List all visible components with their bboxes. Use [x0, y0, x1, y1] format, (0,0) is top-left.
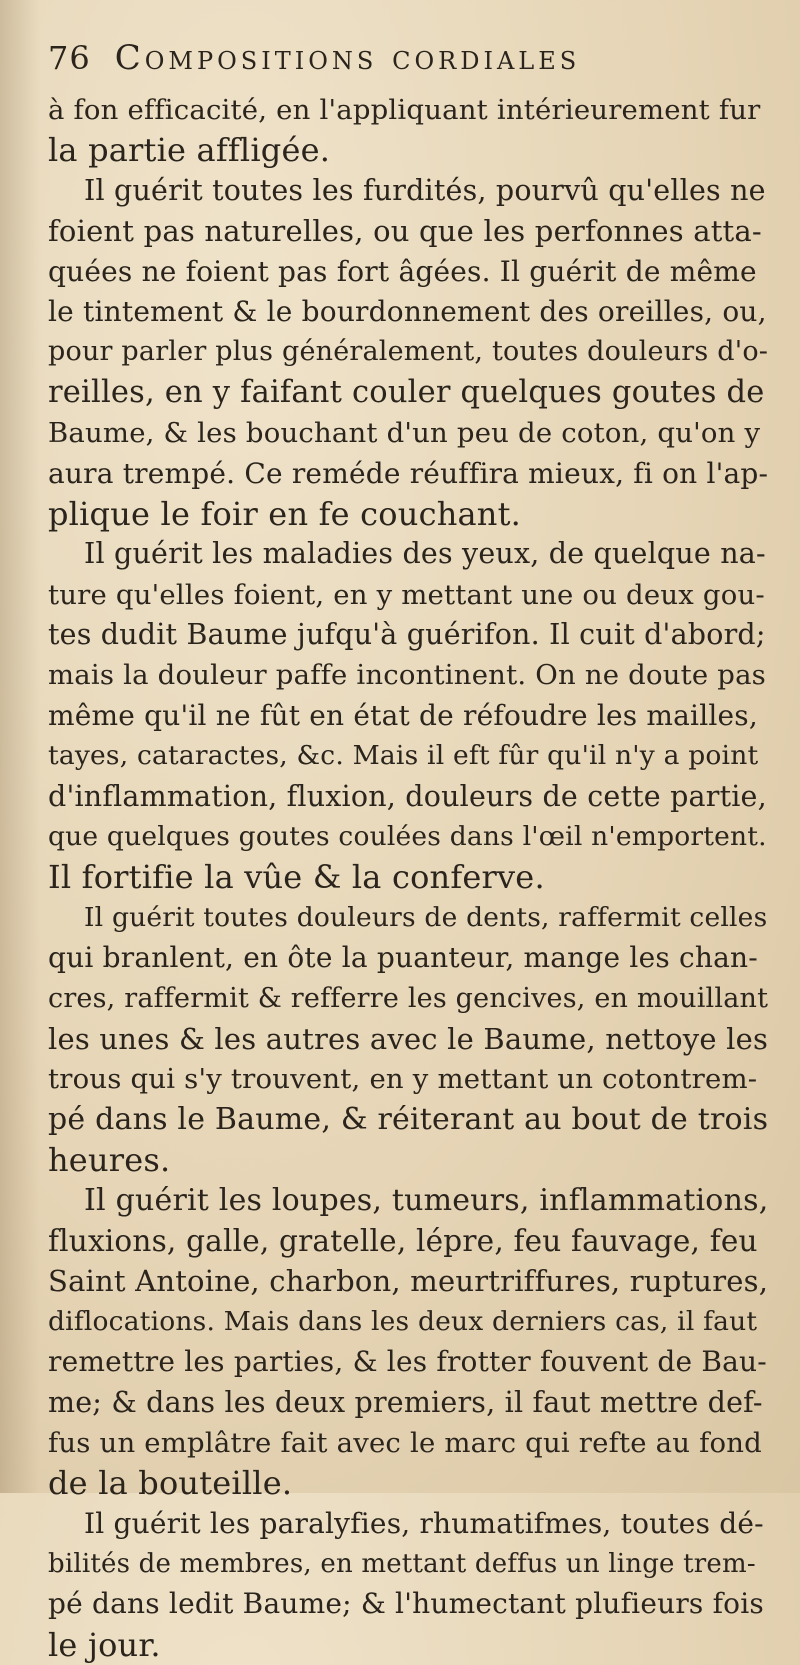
text-line: Il fortifie la vûe & la conferve.: [48, 858, 545, 897]
text-line: la partie affligée.: [48, 131, 331, 170]
text-line: Baume, & les bouchant d'un peu de coton, qu'on y: [48, 417, 761, 450]
text-line: plique le foir en fe couchant.: [48, 494, 522, 533]
text-line: bilités de membres, en mettant deffus un linge trem-: [48, 1549, 756, 1580]
text-line: les unes & les autres avec le Baume, nettoye les: [48, 1021, 768, 1056]
text-line: le tintement & le bourdonnement des oreilles, ou,: [48, 294, 767, 328]
text-line: Il guérit toutes les furdités, pourvû qu'elles ne: [84, 173, 766, 207]
text-line: d'inflammation, fluxion, douleurs de cette partie,: [48, 779, 767, 813]
text-line: le jour.: [48, 1625, 161, 1664]
body-text: [48, 90, 768, 1665]
text-line: même qu'il ne fût en état de réfoudre les mailles,: [48, 698, 758, 732]
book-page: [48, 38, 768, 1665]
text-line: Il guérit les loupes, tumeurs, inflammations,: [84, 1182, 768, 1218]
text-line: Il guérit les paralyfies, rhumatifmes, toutes dé-: [84, 1506, 764, 1540]
running-title: Compositions cordiales: [114, 38, 581, 78]
text-line: de la bouteille.: [48, 1464, 293, 1503]
text-line: Il guérit les maladies des yeux, de quelque na-: [84, 537, 766, 571]
text-line: Saint Antoine, charbon, meurtriffures, ruptures,: [48, 1264, 768, 1299]
text-line: à fon efficacité, en l'appliquant intérieurement fur: [48, 94, 761, 126]
text-line: fus un emplâtre fait avec le marc qui refte au fond: [48, 1426, 762, 1459]
text-line: reilles, en y faifant couler quelques goutes de: [48, 374, 765, 410]
text-line: tes dudit Baume jufqu'à guérifon. Il cuit d'abord;: [48, 618, 766, 652]
running-header: [48, 38, 768, 90]
text-line: mais la douleur paffe incontinent. On ne doute pas: [48, 659, 766, 692]
text-line: trous qui s'y trouvent, en y mettant un cotontrem-: [48, 1063, 758, 1096]
page-gutter-shadow: [0, 0, 40, 1493]
text-line: remettre les parties, & les frotter fouvent de Bau-: [48, 1345, 767, 1379]
text-line: ture qu'elles foient, en y mettant une ou deux gou-: [48, 578, 765, 611]
text-line: qui branlent, en ôte la puanteur, mange les chan-: [48, 941, 758, 975]
text-line: me; & dans les deux premiers, il faut mettre def-: [48, 1385, 763, 1419]
text-line: pour parler plus généralement, toutes douleurs d'o-: [48, 336, 768, 368]
page-number: 76: [48, 39, 91, 77]
text-line: tayes, cataractes, &c. Mais il eft fûr qu'il n'y a point: [48, 740, 759, 772]
text-line: quées ne foient pas fort âgées. Il guérit de même: [48, 254, 757, 288]
text-line: fluxions, galle, gratelle, lépre, feu fauvage, feu: [48, 1223, 758, 1258]
text-line: pé dans le Baume, & réiterant au bout de trois: [48, 1101, 768, 1137]
text-line: foient pas naturelles, ou que les perfonnes atta-: [48, 214, 762, 249]
text-line: Il guérit toutes douleurs de dents, raffermit celles: [84, 901, 768, 933]
text-line: heures.: [48, 1141, 171, 1180]
text-line: aura trempé. Ce reméde réuffira mieux, fi on l'ap-: [48, 456, 768, 490]
text-line: diflocations. Mais dans les deux derniers cas, il faut: [48, 1305, 758, 1337]
text-line: cres, raffermit & refferre les gencives, en mouillant: [48, 982, 768, 1014]
text-line: que quelques goutes coulées dans l'œil n'emportent.: [48, 821, 767, 853]
text-line: pé dans ledit Baume; & l'humectant plufieurs fois: [48, 1587, 764, 1621]
